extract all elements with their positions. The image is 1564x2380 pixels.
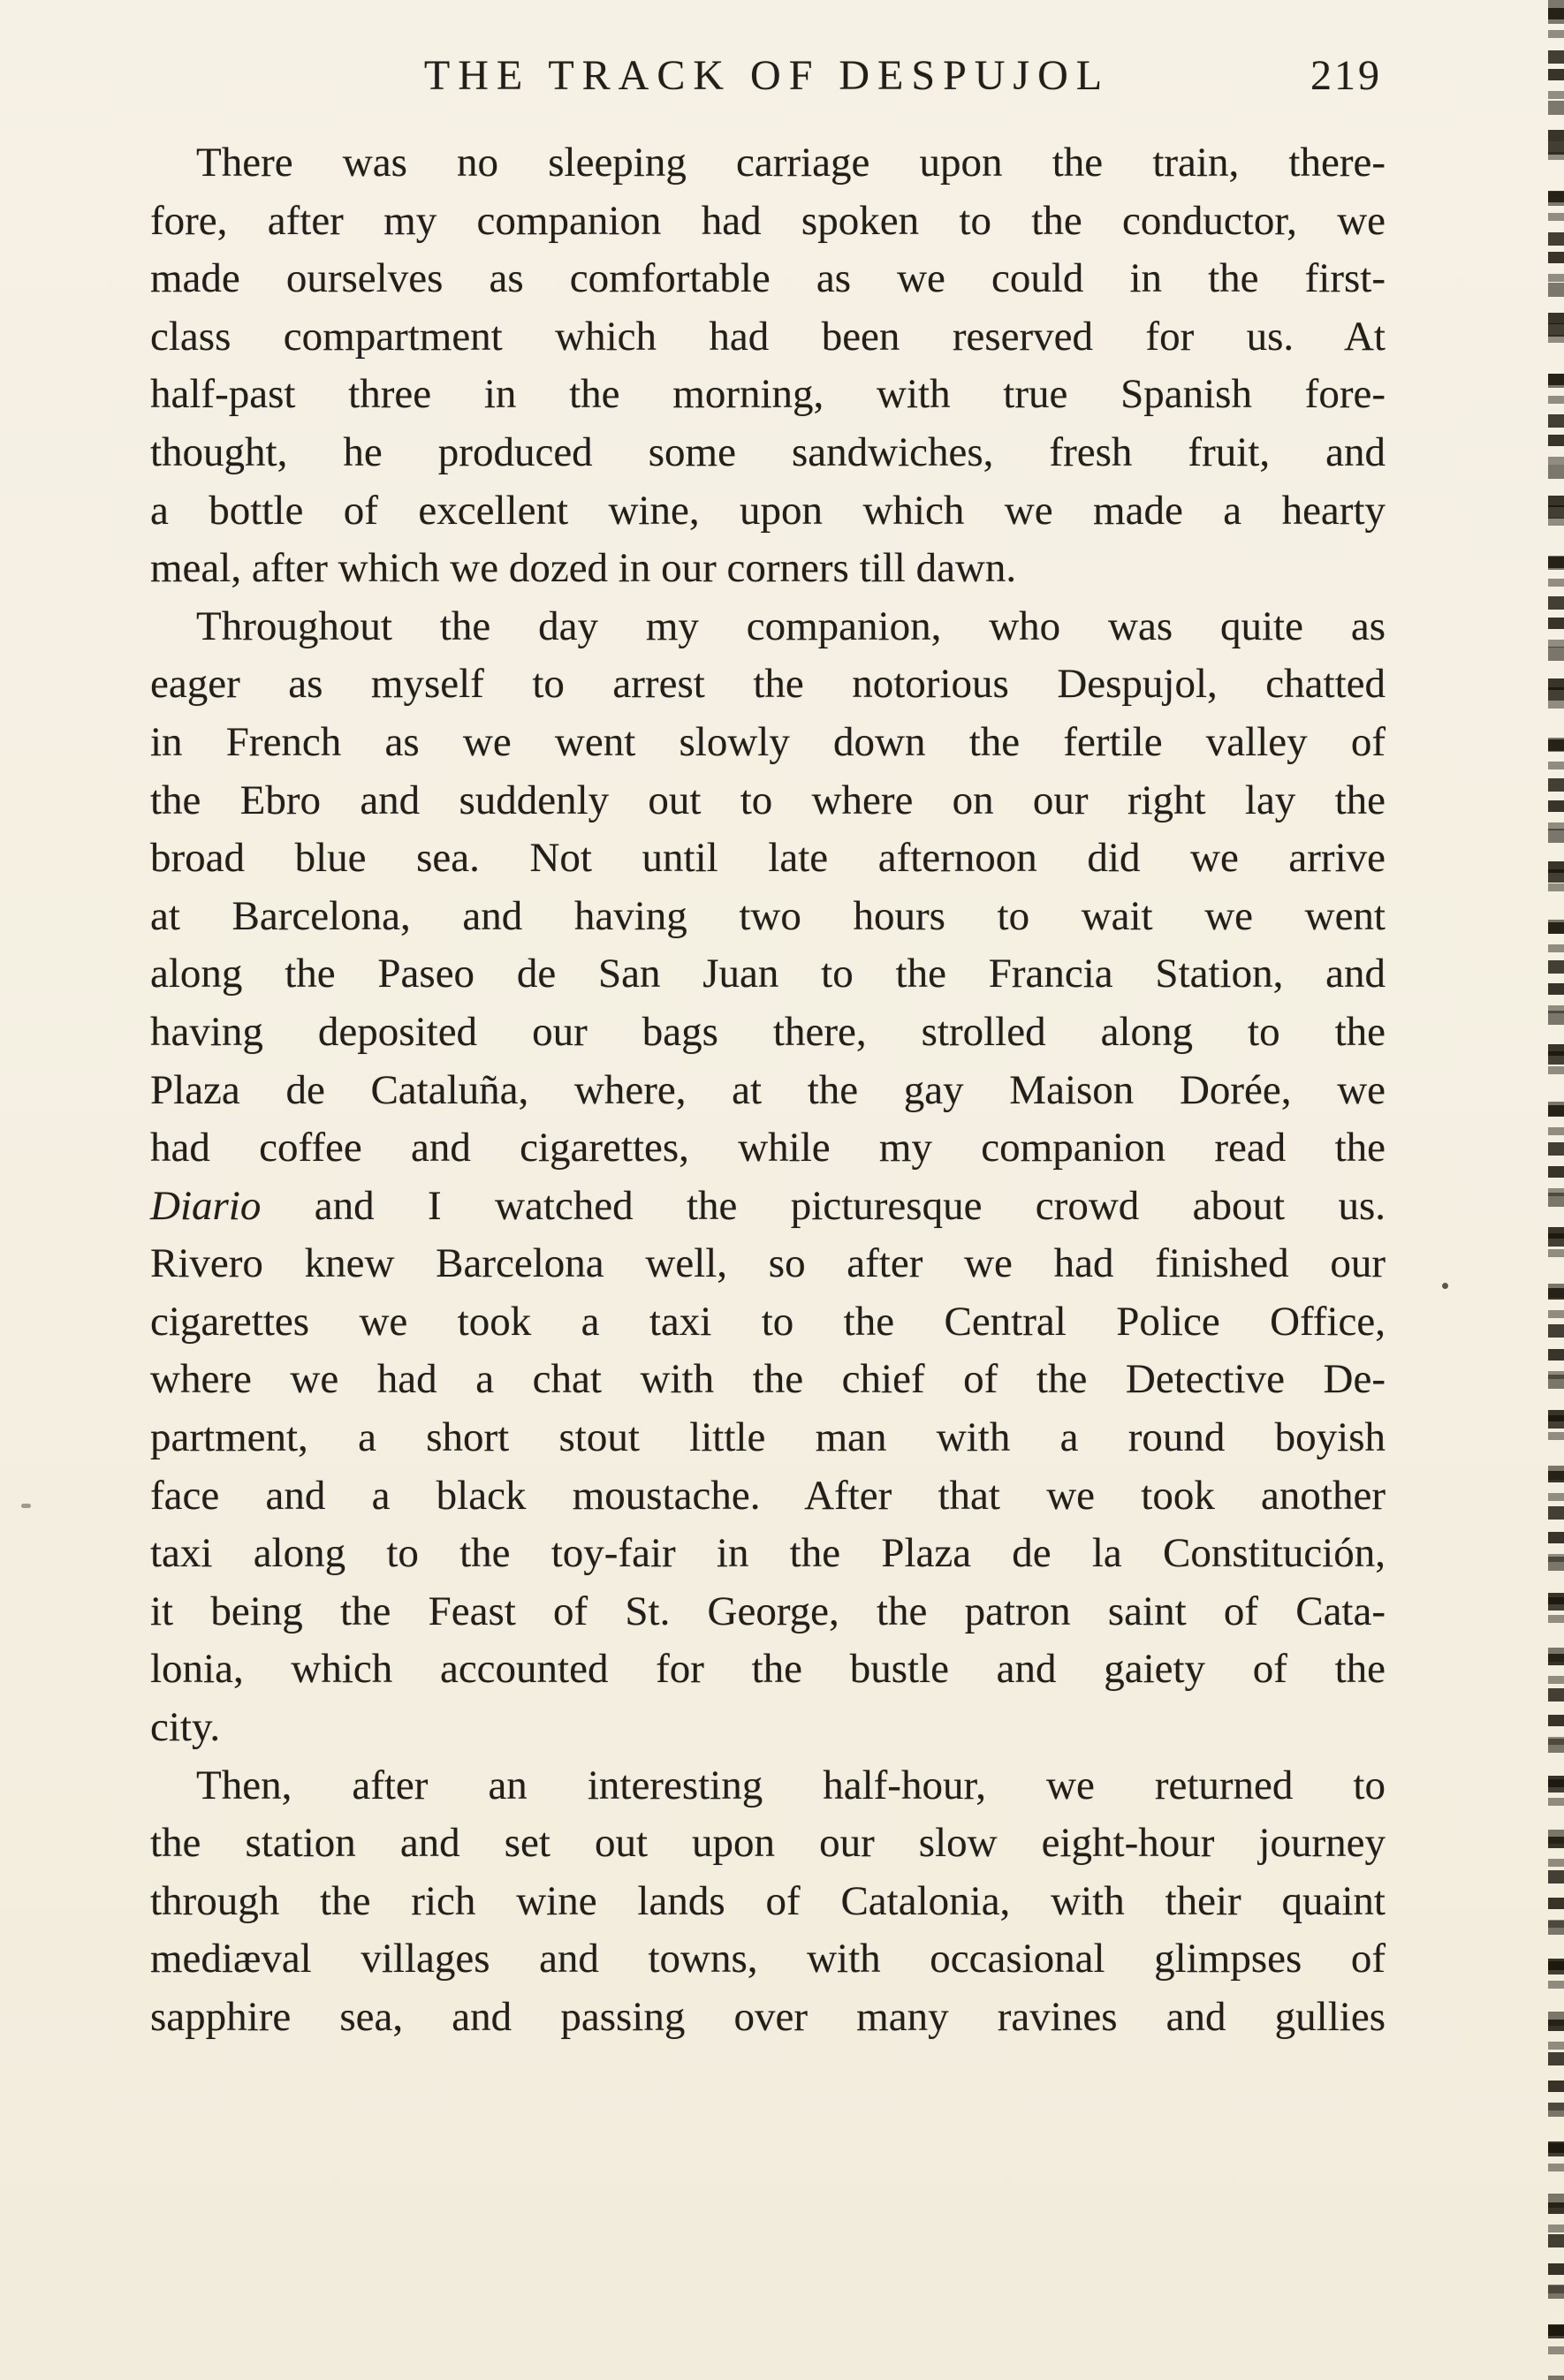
text-segment: eager as myself to arrest the notorious Despujol, chatted [150,661,1386,708]
text-line [150,830,1386,888]
text-segment: it being the Feast of St. George, the patron saint of Cata- [150,1588,1386,1634]
text-line [150,1409,1386,1467]
text-line [150,1062,1386,1120]
text-segment: the Ebro and suddenly out to where on our right lay the [150,777,1386,823]
text-segment: a bottle of excellent wine, upon which we made a hearty [150,487,1386,534]
text-line [150,772,1386,830]
text-segment: city. [150,1704,221,1751]
text-line [150,1583,1386,1641]
text-segment: lonia, which accounted for the bustle and gaiety of the [150,1646,1386,1693]
text-segment: the station and set out upon our slow eight-hour journey [150,1820,1386,1867]
running-title: THE TRACK OF DESPUJOL [423,52,1111,99]
text-segment: There was no sleeping carriage upon the train, there- [196,140,1386,186]
text-line [150,1989,1386,2047]
text-line [150,1699,1386,1757]
text-segment: sapphire sea, and passing over many ravines and gullies [150,1994,1386,2040]
text-segment: cigarettes we took a taxi to the Central Police Office, [150,1298,1386,1345]
text-line [150,1757,1386,1815]
text-line [150,1467,1386,1526]
text-line [150,193,1386,251]
text-line [150,134,1386,193]
text-segment: broad blue sea. Not until late afternoon did we arrive [150,835,1386,882]
text-segment: along the Paseo de San Juan to the Francia Station, and [150,951,1386,997]
text-segment: thought, he produced some sandwiches, fresh fruit, and [150,428,1386,475]
text-segment: having deposited our bags there, strolled along to the [150,1008,1386,1055]
text-line [150,1235,1386,1293]
text-segment: partment, a short stout little man with a round boyish [150,1414,1386,1461]
page-header [150,51,1384,113]
text-line [150,656,1386,714]
scan-edge-artifact [1548,0,1564,2380]
text-line [150,1930,1386,1989]
text-line [150,945,1386,1004]
text-line [150,482,1386,541]
text-line [150,598,1386,656]
paragraph [150,134,1386,598]
text-segment: had coffee and cigarettes, while my companion read the [150,1125,1386,1171]
text-segment: at Barcelona, and having two hours to wait we went [150,892,1386,939]
text-segment: where we had a chat with the chief of the Detective De- [150,1356,1386,1403]
text-segment: fore, after my companion had spoken to the conductor, we [150,197,1386,244]
text-line [150,1815,1386,1873]
text-segment: mediæval villages and towns, with occasional glimpses of [150,1936,1386,1982]
text-line [150,424,1386,482]
text-segment: in French as we went slowly down the fertile valley of [150,718,1386,765]
text-line [150,714,1386,772]
text-segment: Throughout the day my companion, who was quite as [196,603,1386,649]
text-segment: half-past three in the morning, with true Spanish fore- [150,371,1386,418]
paragraph [150,598,1386,1757]
text-line [150,888,1386,946]
text-segment: through the rich wine lands of Catalonia, with their quaint [150,1877,1386,1924]
text-line [150,1004,1386,1062]
text-segment: made ourselves as comfortable as we could in the first- [150,255,1386,302]
italic-text: Diario [150,1182,262,1229]
text-line [150,1641,1386,1699]
text-line [150,540,1386,598]
text-line [150,1119,1386,1178]
scan-speck [21,1504,31,1508]
text-line [150,1351,1386,1409]
text-line [150,1293,1386,1352]
text-segment: Then, after an interesting half-hour, we returned to [196,1762,1386,1808]
text-line [150,1178,1386,1236]
text-segment: Rivero knew Barcelona well, so after we had finished our [150,1240,1386,1287]
text-line [150,308,1386,367]
text-segment: taxi along to the toy-fair in the Plaza de la Constitución, [150,1530,1386,1577]
text-segment: and I watched the picturesque crowd about us. [261,1182,1386,1229]
text-segment: class compartment which had been reserved for us. At [150,313,1386,360]
scan-speck [1442,1283,1448,1289]
text-segment: Plaza de Cataluña, where, at the gay Maison Dorée, we [150,1066,1386,1113]
paragraph [150,1757,1386,2047]
text-line [150,1525,1386,1583]
text-segment: meal, after which we dozed in our corners till dawn. [150,545,1017,592]
page-body [150,134,1386,2047]
text-line [150,366,1386,424]
text-segment: face and a black moustache. After that we took another [150,1472,1386,1519]
page-number: 219 [1310,52,1382,99]
text-line [150,250,1386,308]
text-line [150,1873,1386,1931]
